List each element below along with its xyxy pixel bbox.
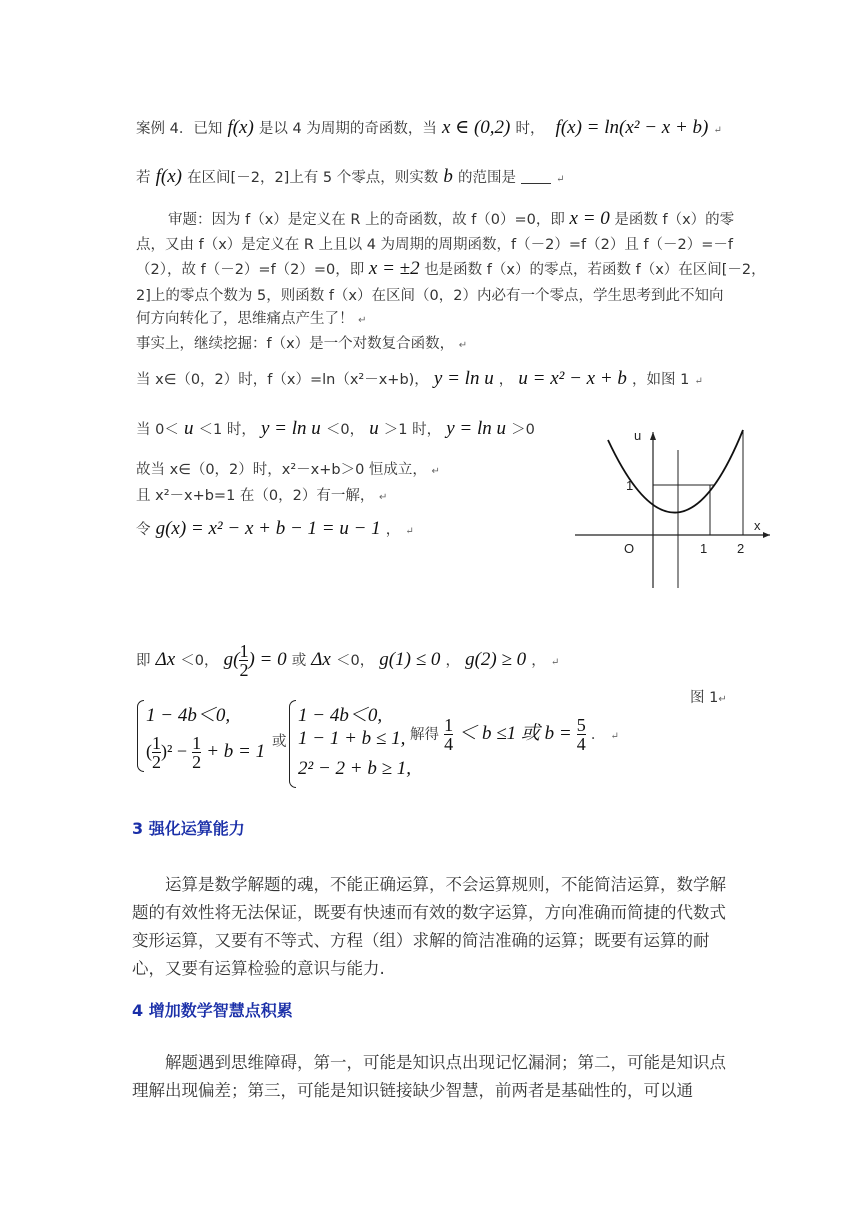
paragraph-mark: ↵ bbox=[431, 466, 440, 477]
answer-blank bbox=[521, 169, 551, 184]
conditions-line bbox=[136, 642, 559, 679]
case-text-c: 时， bbox=[515, 121, 545, 137]
analysis-text: 事实上，继续挖掘：f（x）是一个对数复合函数， bbox=[136, 336, 455, 352]
section-4-paragraph: 解题遇到思维障碍，第一，可能是知识点出现记忆漏洞；第二，可能是知识点理解出现偏差；第三，可能是知识链接缺少智慧，前两者是基础性的，可以通 bbox=[132, 1053, 726, 1100]
solution-text: 解得 bbox=[410, 727, 439, 743]
figure-1-graph bbox=[570, 420, 820, 590]
analysis-text: （2），故 f（－2）=f（2）=0，即 bbox=[136, 262, 365, 278]
origin-label: O bbox=[624, 541, 635, 556]
fraction-five-quarters: $\frac{5}{4}$ bbox=[576, 715, 586, 754]
analysis-text: 是函数 f（x）的零 bbox=[614, 212, 735, 228]
system-1-brace bbox=[137, 700, 144, 772]
analysis-text: ＞1 时， bbox=[383, 422, 442, 438]
case2-text-a: 若 bbox=[136, 170, 151, 186]
x2-label: 2 bbox=[737, 541, 745, 556]
analysis-line-1 bbox=[168, 208, 734, 230]
case-text-b: 是以 4 为周期的奇函数，当 bbox=[258, 121, 437, 137]
analysis-text: 故当 x∈（0，2）时，x²－x+b＞0 恒成立， bbox=[136, 462, 427, 478]
case-text-a: 案例 4．已知 bbox=[136, 121, 223, 137]
solution-math: ＜ b ≤1 或 b = bbox=[458, 723, 572, 744]
x-axis-arrow-icon bbox=[763, 532, 770, 538]
one-label: 1 bbox=[626, 478, 634, 493]
paragraph-mark: ↵ bbox=[550, 657, 560, 668]
cond-text: ＜0， bbox=[335, 653, 375, 669]
paragraph-mark: ↵ bbox=[694, 376, 703, 387]
paragraph-mark: ↵ bbox=[378, 492, 388, 503]
analysis-text: ，如图 1 bbox=[632, 372, 690, 388]
analysis-math: y = ln u bbox=[433, 368, 494, 389]
case2-text-c: 的范围是 bbox=[457, 170, 516, 186]
paragraph-mark: ↵ bbox=[610, 731, 619, 742]
analysis-math: y = ln u bbox=[446, 418, 507, 439]
analysis-math: u bbox=[183, 418, 194, 439]
cond-text: ， bbox=[531, 653, 546, 669]
parabola-curve bbox=[608, 430, 743, 513]
case2-fx: f(x) bbox=[155, 166, 182, 187]
cond-text: ＜0， bbox=[180, 653, 219, 669]
analysis-line-8 bbox=[136, 418, 535, 440]
paragraph-mark: ↵ bbox=[358, 315, 367, 326]
paragraph-mark: ↵ bbox=[556, 174, 565, 185]
system-1-row-1: 1 − 4b＜0, bbox=[146, 705, 231, 726]
analysis-text: ＞0 bbox=[511, 422, 535, 438]
cond-math: g(2) ≥ 0 bbox=[465, 649, 527, 670]
u-axis-arrow-icon bbox=[650, 432, 656, 440]
cond-text: 或 bbox=[291, 653, 307, 669]
case2-var: b bbox=[443, 166, 453, 187]
analysis-text: 何方向转化了，思维痛点产生了！ bbox=[136, 311, 354, 327]
cond-text: 即 bbox=[136, 653, 151, 669]
case-line-1 bbox=[136, 116, 722, 139]
case-line-2 bbox=[136, 166, 565, 188]
analysis-line-11 bbox=[136, 518, 414, 540]
analysis-line-5 bbox=[136, 307, 367, 328]
cond-math: g( bbox=[223, 649, 240, 670]
analysis-math: u = x² − x + b bbox=[518, 368, 627, 389]
system-2-row-3: 2² − 2 + b ≥ 1, bbox=[298, 758, 412, 779]
analysis-line-6 bbox=[136, 332, 467, 353]
paragraph-mark: ↵ bbox=[405, 526, 414, 537]
system-2-row-2: 1 − 1 + b ≤ 1, bbox=[298, 728, 406, 749]
case-equation: f(x) = ln(x² − x + b) bbox=[555, 117, 709, 138]
system-1-row-2: ( $\frac{1}{2}$ )² − $\frac{1}{2}$ + b = 1 bbox=[146, 733, 266, 772]
analysis-math: x = 0 bbox=[569, 208, 610, 229]
cond-text: ， bbox=[445, 653, 460, 669]
cond-math: ) = 0 bbox=[248, 649, 287, 670]
cond-math: Δx bbox=[155, 649, 176, 670]
analysis-text: 且 x²－x+b=1 在（0，2）有一解， bbox=[136, 488, 375, 504]
analysis-text: 令 bbox=[136, 522, 151, 538]
analysis-line-7: 当 x∈（0，2）时，f（x）=ln（x²－x+b)， y = ln u ， u = x² − x + b ，如图 1 ↵ bbox=[136, 368, 703, 389]
section-3-heading: 3 强化运算能力 bbox=[132, 819, 245, 838]
case2-text-b: 在区间[－2，2]上有 5 个零点，则实数 bbox=[187, 170, 439, 186]
fraction-half: $\frac{1}{2}$ bbox=[192, 733, 202, 772]
cond-math: g(1) ≤ 0 bbox=[379, 649, 441, 670]
analysis-math: g(x) = x² − x + b − 1 = u − 1 bbox=[155, 518, 381, 539]
cond-math: Δx bbox=[311, 649, 331, 670]
paragraph-mark: ↵ bbox=[458, 340, 468, 351]
x1-label: 1 bbox=[700, 541, 708, 556]
fraction-quarter: $\frac{1}{4}$ bbox=[444, 715, 454, 754]
section-4-heading: 4 增加数学智慧点积累 bbox=[132, 1001, 293, 1020]
system-2-brace bbox=[289, 700, 296, 788]
analysis-text: ＜0， bbox=[325, 422, 365, 438]
analysis-math: u bbox=[369, 418, 379, 439]
analysis-math: x = ±2 bbox=[368, 258, 420, 279]
analysis-text: ， bbox=[385, 522, 401, 538]
analysis-text: 审题：因为 f（x）是定义在 R 上的奇函数，故 f（0）=0，即 bbox=[168, 212, 565, 228]
analysis-line-3 bbox=[136, 258, 766, 280]
analysis-line-2: 点，又由 f（x）是定义在 R 上且以 4 为周期的周期函数，f（－2）=f（2）且 f（－2）=－f bbox=[136, 237, 734, 253]
analysis-text: 也是函数 f（x）的零点，若函数 f（x）在区间[－2， bbox=[424, 262, 766, 278]
analysis-line-10 bbox=[136, 484, 387, 505]
fraction-half: $\frac{1}{2}$ bbox=[152, 733, 161, 772]
analysis-line-4: 2]上的零点个数为 5，则函数 f（x）在区间（0，2）内必有一个零点，学生思考到此不知向 bbox=[136, 288, 724, 304]
analysis-text: 当 0＜ bbox=[136, 422, 179, 438]
u-label: u bbox=[634, 428, 642, 443]
section-3-paragraph: 运算是数学解题的魂，不能正确运算，不会运算规则，不能简洁运算，数学解题的有效性将无法保证，既要有快速而有效的数字运算，方向准确而简捷的代数式变形运算，又要有不等式、方程（组）求解的简洁准确的运算；既要有运算的耐心，又要有运算检验的意识与能力. bbox=[132, 875, 726, 978]
case-condition: x ∈ (0,2) bbox=[441, 117, 511, 138]
system-2-row-1: 1 − 4b＜0, bbox=[298, 705, 383, 726]
fraction-half: $\frac{1}{2}$ bbox=[239, 641, 249, 680]
or-text: 或 bbox=[272, 734, 287, 750]
x-label: x bbox=[754, 518, 761, 533]
analysis-text: ＜1 时， bbox=[198, 422, 256, 438]
analysis-line-9 bbox=[136, 458, 440, 479]
analysis-math: y = ln u bbox=[260, 418, 321, 439]
solution-line: 解得 $\frac{1}{4}$ ＜ b ≤1 或 b = $\frac{5}{4}$ ． ↵ bbox=[410, 715, 619, 754]
figure-caption: 图 1↵ bbox=[690, 690, 727, 706]
analysis-text: 当 x∈（0，2）时，f（x）=ln（x²－x+b)， bbox=[136, 372, 429, 388]
case-fx: f(x) bbox=[227, 117, 254, 138]
paragraph-mark: ↵ bbox=[713, 125, 722, 136]
